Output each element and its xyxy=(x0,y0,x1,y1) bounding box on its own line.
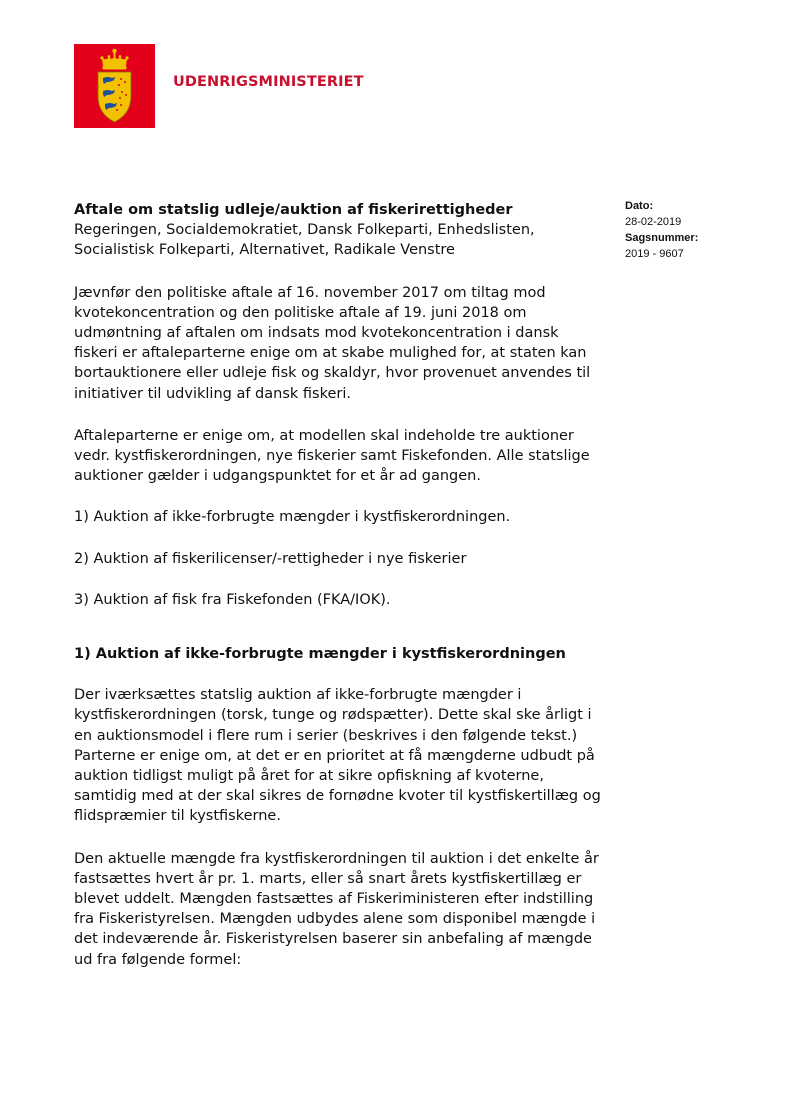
list-item: 1) Auktion af ikke-forbrugte mængder i kystfiskerordningen. xyxy=(74,509,511,526)
list-item: 3) Auktion af fisk fra Fiskefonden (FKA/IOK). xyxy=(74,591,391,608)
logo xyxy=(74,44,155,128)
document-body xyxy=(74,200,604,970)
case-number-value: 2019 - 9607 xyxy=(625,248,684,260)
document-title: Aftale om statslig udleje/auktion af fiskerirettigheder xyxy=(74,202,513,218)
case-number-label: Sagsnummer: xyxy=(625,232,699,244)
org-name: UDENRIGSMINISTERIET xyxy=(173,74,364,90)
parties-list: Regeringen, Socialdemokratiet, Dansk Folkeparti, Enhedslisten, Socialistisk Folkeparti, Alternativet, Radikale Venstre xyxy=(74,222,535,259)
date-label: Dato: xyxy=(625,200,654,212)
date-value: 28-02-2019 xyxy=(625,216,682,228)
royal-crest-icon xyxy=(74,44,155,128)
document-meta xyxy=(625,198,698,262)
section-paragraph: Der iværksættes statslig auktion af ikke-forbrugte mængder i kystfiskerordningen (torsk, tunge og rødspætter). Dette skal ske årligt i en auktionsmodel i flere rum i serier (beskrives i den følgende tekst.) Parterne er enige om, at det er en prioritet at få mængderne udbudt på auktion tidligst muligt på året for at sikre opfiskning af kvoterne, samtidig med at der skal sikres de fornødne kvoter til kystfiskertillæg og flidspræmier til kystfiskerne. xyxy=(74,687,601,825)
list-item: 2) Auktion af fiskerilicenser/-rettigheder i nye fiskerier xyxy=(74,550,467,567)
intro-paragraph: Jævnfør den politiske aftale af 16. november 2017 om tiltag mod kvotekoncentration og den politiske aftale af 19. juni 2018 om udmøntning af aftalen om indsats mod kvotekoncentration i dansk fiskeri er aftaleparterne enige om at skabe mulighed for, at staten kan bortauktionere eller udleje fisk og skaldyr, hvor provenuet anvendes til initiativer til udvikling af dansk fiskeri. xyxy=(74,284,591,402)
section-heading: 1) Auktion af ikke-forbrugte mængder i kystfiskerordningen xyxy=(74,646,566,663)
models-paragraph: Aftaleparterne er enige om, at modellen skal indeholde tre auktioner vedr. kystfiskerordningen, nye fiskerier samt Fiskefonden. Alle statslige auktioner gælder i udgangspunktet for et år ad gangen. xyxy=(74,427,590,485)
section-paragraph: Den aktuelle mængde fra kystfiskerordningen til auktion i det enkelte år fastsættes hvert år pr. 1. marts, eller så snart årets kystfiskertillæg er blevet uddelt. Mængden fastsættes af Fiskeriministeren efter indstilling fra Fiskeristyrelsen. Mængden udbydes alene som disponibel mængde i det indeværende år. Fiskeristyrelsen baserer sin anbefaling af mængde ud fra følgende formel: xyxy=(74,850,599,968)
